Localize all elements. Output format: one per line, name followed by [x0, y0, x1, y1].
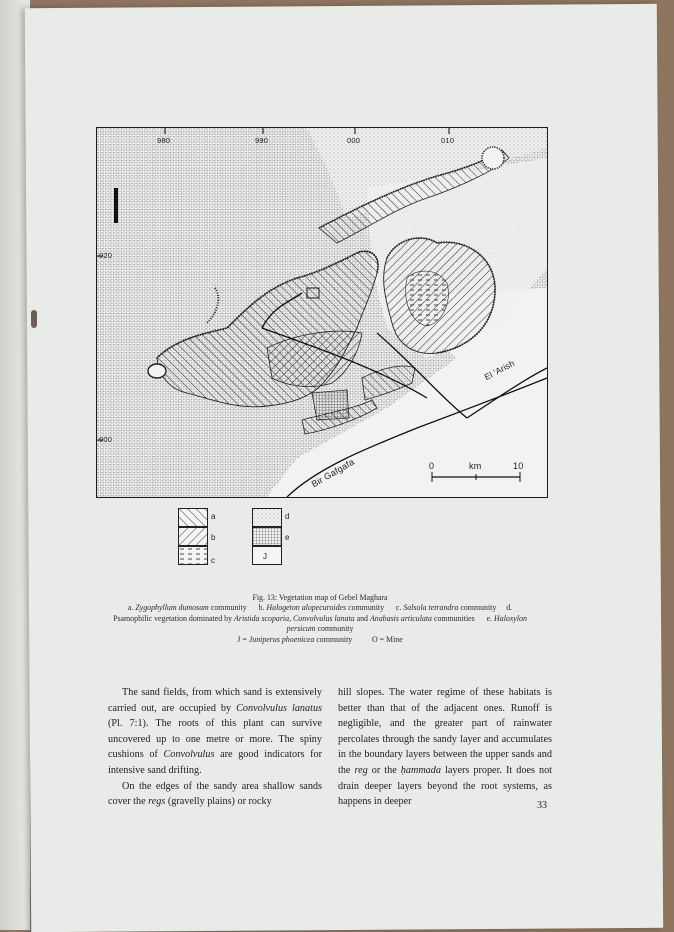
figure-caption — [110, 593, 530, 645]
scale-unit: km — [469, 461, 482, 471]
left-p2-text-a: On the edges of the sandy area shallow sands cover the — [108, 780, 322, 808]
legend-swatch-j — [252, 546, 282, 565]
caption-d-species-3: Anabasis articulata — [369, 613, 432, 623]
body-column-left — [108, 685, 322, 810]
left-p1-species: Convolvulus lanatus — [236, 702, 322, 714]
left-p1-text-c: are good indicators for intensive sand drifting. — [108, 749, 322, 776]
scale-start: 0 — [429, 461, 435, 471]
tick-label-top-1: 980 — [157, 136, 171, 145]
legend-label-a: a — [211, 512, 216, 521]
right-paragraph — [338, 685, 552, 810]
caption-e-prefix: e. — [486, 613, 495, 623]
left-paragraph-1 — [108, 685, 322, 779]
map-drawing — [97, 128, 547, 497]
left-p2-regs: regs — [148, 796, 166, 808]
legend-swatch-e — [252, 527, 282, 546]
caption-d-and: and — [354, 613, 370, 623]
caption-d-species-2: lanata — [334, 613, 355, 623]
right-or: or the — [367, 764, 401, 776]
legend-label-c: c — [211, 556, 215, 565]
legend-label-d: d — [285, 512, 290, 521]
caption-a-prefix: a. — [127, 603, 136, 613]
caption-c-species-1: Salsola — [403, 603, 427, 613]
caption-d-suffix: communities — [432, 613, 475, 623]
right-text-a: hill slopes. The water regime of these habitats is better than that of the adjacent ones. Runoff is negligible, and the greater part of rainwater percolates through the sandy layer and accumulates in the boundary layers between the upper sands and the — [338, 687, 552, 776]
caption-b-prefix: b. — [258, 603, 267, 613]
legend-swatch-d — [252, 508, 282, 527]
map-legend — [178, 508, 308, 582]
page-number: 33 — [537, 800, 547, 811]
binding-mark — [31, 310, 37, 328]
caption-d-species-1: Aristida scoparia, Convolvulus — [234, 613, 333, 623]
left-p1-text-b: (Pl. 7:1). The roots of this plant can survive uncovered up to one metre or more. The spiny cushions of — [108, 718, 322, 761]
vegetation-map — [96, 127, 548, 498]
caption-b-suffix: community — [346, 603, 385, 613]
caption-a-species: Zygophyllum dumosum — [135, 603, 209, 613]
caption-e-suffix: community — [315, 624, 354, 634]
body-column-right — [338, 685, 552, 810]
caption-j-species: Juniperus phoenicea — [248, 634, 315, 644]
caption-mine: O = Mine — [371, 634, 403, 644]
legend-label-j: J — [263, 552, 267, 561]
caption-b-species: Halogeton alopecuroides — [266, 603, 347, 613]
caption-title: Fig. 13: Vegetation map of Gebel Maghara — [252, 593, 388, 602]
left-p2-text-b: (gravelly plains) or rocky — [165, 796, 272, 808]
left-p1-text-a: The sand fields, from which sand is extensively carried out, are occupied by — [108, 687, 322, 714]
tick-label-top-3: 000 — [347, 136, 361, 145]
caption-c-suffix: community — [458, 603, 497, 613]
label-bir-gafgafa: Bir Gafgafa — [309, 456, 357, 490]
tick-label-top-4: 010 — [441, 136, 455, 145]
left-paragraph-2 — [108, 779, 322, 810]
label-el-arish: El 'Arish — [482, 357, 517, 383]
legend-swatch-b — [178, 527, 208, 546]
caption-j-prefix: J = — [237, 634, 249, 644]
caption-c-prefix: c. — [395, 603, 404, 613]
legend-label-b: b — [211, 533, 216, 542]
left-p1-species-2: Convolvulus — [163, 749, 215, 761]
legend-label-e: e — [285, 533, 290, 542]
tick-label-left-1: 020 — [99, 251, 113, 260]
caption-a-suffix: community — [208, 603, 247, 613]
tick-label-left-2: 000 — [99, 435, 113, 444]
scale-end: 10 — [513, 461, 524, 471]
legend-swatch-c — [178, 546, 208, 565]
right-text-b: layers proper. It does not drain deeper layers beyond the root systems, as happens in deeper — [338, 764, 553, 808]
tick-label-top-2: 990 — [255, 136, 269, 145]
legend-swatch-a — [178, 508, 208, 527]
right-hammada: ḥammada — [400, 764, 441, 776]
caption-d-text: d. Psamophilic vegetation dominated by — [113, 603, 513, 623]
caption-j-suffix: community — [314, 634, 353, 644]
caption-e-species: Haloxylon persicum — [286, 613, 527, 634]
right-reg: reg — [354, 764, 368, 776]
caption-c-species-2: tetrandra — [428, 603, 459, 613]
